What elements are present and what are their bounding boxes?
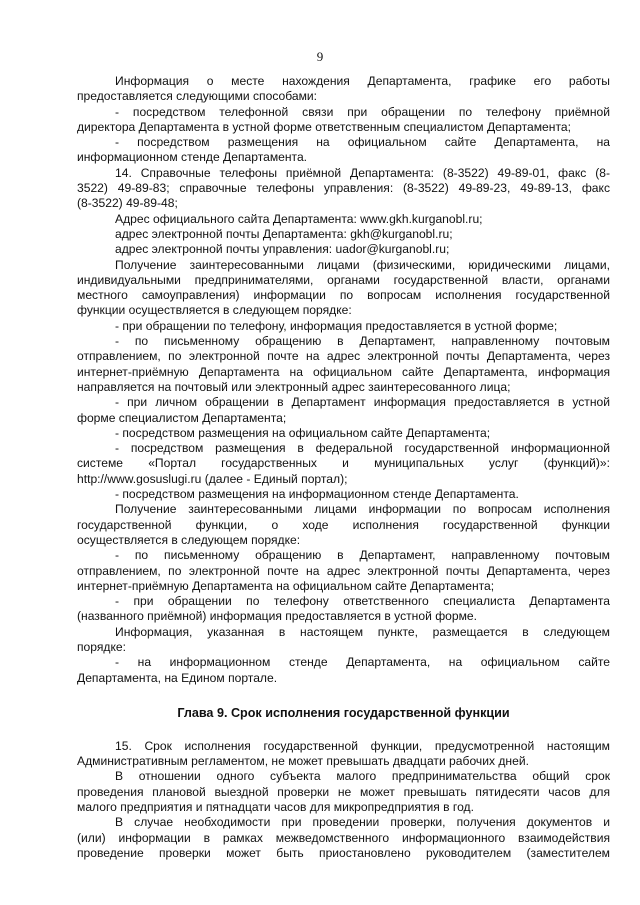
text-line: адрес электронной почты управления: uador@kurganobl.ru;	[115, 242, 450, 257]
text-line: индивидуальными предпринимателями, органами государственной власти, органами	[77, 272, 610, 287]
text-line: (или) информации в рамках межведомственного информационного взаимодействия	[77, 830, 610, 845]
text-line: - при личном обращении в Департамент информация предоставляется в устной	[115, 395, 610, 410]
text-line: - посредством размещения в федеральной государственной информационной	[115, 441, 610, 456]
text-line: Получение заинтересованными лицами (физическими, юридическими лицами,	[115, 257, 610, 272]
text-line: В отношении одного субъекта малого предпринимательства общий срок	[115, 769, 610, 784]
text-line: отправлением, по электронной почте на адрес электронной почты Департамента, через	[77, 349, 610, 364]
text-line: направляется на почтовый или электронный адрес заинтересованного лица;	[77, 379, 511, 394]
text-line: функции осуществляется в следующем порядке:	[77, 303, 352, 318]
text-line: информационном стенде Департамента.	[77, 150, 308, 165]
text-line: Административным регламентом, не может превышать двадцати рабочих дней.	[77, 754, 529, 769]
text-line: предоставляется следующими способами:	[77, 89, 318, 104]
text-line: http://www.gosuslugi.ru (далее - Единый портал);	[77, 471, 348, 486]
section-top	[77, 74, 610, 686]
text-line: 14. Справочные телефоны приёмной Департамента: (8-3522) 49-89-01, факс (8-	[115, 165, 610, 180]
text-line: - при обращении по телефону ответственного специалиста Департамента	[115, 594, 610, 609]
text-line: - по письменному обращению в Департамент, направленному почтовым	[115, 548, 610, 563]
text-line: Департамента, на Едином портале.	[77, 670, 278, 685]
text-line: - при обращении по телефону, информация предоставляется в устной форме;	[115, 318, 558, 333]
text-line: - посредством размещения на информационном стенде Департамента.	[115, 487, 519, 502]
text-line: порядке:	[77, 639, 126, 654]
text-line: системе «Портал государственных и муниципальных услуг (функций)»:	[77, 456, 610, 471]
text-line: адрес электронной почты Департамента: gkh@kurganobl.ru;	[115, 226, 453, 241]
text-line: Информация о месте нахождения Департамента, графике его работы	[115, 74, 610, 88]
text-line: осуществляется в следующем порядке:	[77, 532, 301, 547]
text-line: (8-3522) 49-89-48;	[77, 196, 178, 211]
text-line: - на информационном стенде Департамента, на официальном сайте	[115, 655, 610, 670]
document-body	[77, 74, 610, 861]
text-line: Получение заинтересованными лицами информации по вопросам исполнения	[115, 502, 610, 517]
text-line: - посредством размещения на официальном сайте Департамента;	[115, 425, 491, 440]
text-line: директора Департамента в устной форме ответственным специалистом Департамента;	[77, 119, 571, 134]
text-line: Адрес официального сайта Департамента: www.gkh.kurganobl.ru;	[115, 211, 483, 226]
chapter-heading: Глава 9. Срок исполнения государственной функции	[177, 705, 510, 720]
section-bottom	[77, 739, 610, 861]
text-line: 3522) 49-89-83; справочные телефоны управления: (8-3522) 49-89-23, 49-89-13, факс	[77, 181, 610, 196]
text-line: (названного приёмной) информация предоставляется в устной форме.	[77, 609, 477, 624]
text-line: - по письменному обращению в Департамент, направленному почтовым	[115, 334, 610, 349]
text-line: местного самоуправления) информации по вопросам исполнения государственной	[77, 288, 610, 303]
text-line: Информация, указанная в настоящем пункте, размещается в следующем	[115, 624, 610, 639]
text-line: - посредством размещения на официальном сайте Департамента, на	[115, 135, 610, 150]
text-line: отправлением, по электронной почте на адрес электронной почты Департамента, через	[77, 563, 610, 578]
text-line: форме специалистом Департамента;	[77, 410, 287, 425]
page-number: 9	[316, 49, 324, 64]
text-line: государственной функции, о ходе исполнения государственной функции	[77, 517, 610, 532]
text-line: интернет-приёмную Департамента на официальном сайте Департамента;	[77, 578, 495, 593]
text-line: проведение проверки может быть приостановлено руководителем (заместителем	[77, 845, 610, 860]
text-line: - посредством телефонной связи при обращении по телефону приёмной	[115, 104, 610, 119]
text-line: малого предприятия и пятнадцати часов для микропредприятия в год.	[77, 800, 474, 815]
text-line: проведения плановой выездной проверки не может превышать пятидесяти часов для	[77, 784, 610, 799]
text-line: В случае необходимости при проведении проверки, получения документов и	[115, 815, 610, 830]
text-line: 15. Срок исполнения государственной функции, предусмотренной настоящим	[115, 738, 610, 753]
text-line: интернет-приёмную Департамента на официальном сайте Департамента, информация	[77, 364, 610, 379]
